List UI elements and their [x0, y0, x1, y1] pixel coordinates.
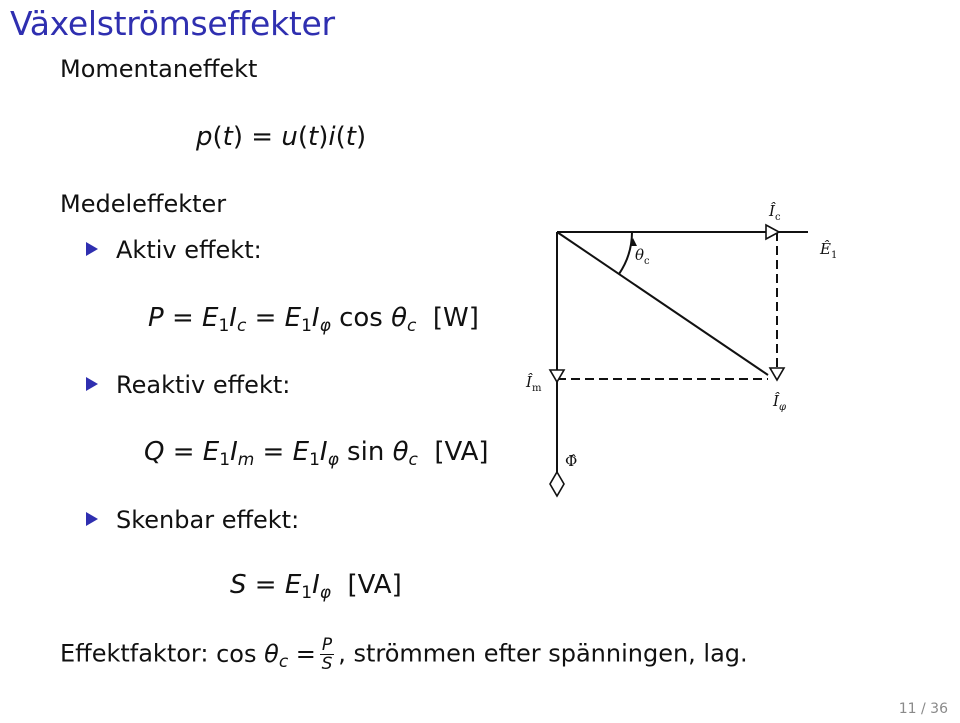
pf-fraction: $\frac{P}{S}$	[321, 635, 333, 674]
reaktiv-equation: $Q = E_1I_m = E_1I_\varphi$ $\sin \theta_c$ [VA]	[144, 437, 489, 470]
reaktiv-bullet	[86, 371, 290, 399]
aktiv-bullet	[86, 236, 262, 264]
medeleffekter-label: Medeleffekter	[60, 190, 227, 218]
label-theta: $\theta_c$	[635, 246, 650, 267]
bullet-triangle-icon	[86, 242, 98, 256]
reaktiv-unit: [VA]	[434, 437, 489, 467]
momentaneffekt-label: Momentaneffekt	[60, 55, 258, 83]
skenbar-bullet	[86, 506, 299, 534]
label-ic: $Î_c$	[769, 202, 781, 223]
aktiv-equation: $P = E_1I_c = E_1I_\varphi$ $\cos \theta_c$ [W]	[148, 303, 479, 336]
bullet-triangle-icon	[86, 512, 98, 526]
page-number: 11 / 36	[898, 701, 948, 717]
phi-arrowhead	[550, 472, 564, 496]
momentan-equation: p(t) = u(t)i(t)	[196, 122, 367, 152]
aktiv-unit: [W]	[432, 303, 479, 333]
bullet-triangle-icon	[86, 377, 98, 391]
skenbar-equation: $S = E_1I_\varphi$ [VA]	[230, 570, 402, 603]
skenbar-unit: [VA]	[347, 570, 402, 600]
effektfaktor-line: Effektfaktor: $\cos \theta_c$ = $\frac{P}{S}$ , strömmen efter spänningen, lag.	[60, 635, 748, 674]
phasor-diagram	[500, 190, 860, 510]
label-im: $Î_m$	[526, 373, 542, 394]
reaktiv-label: Reaktiv effekt:	[116, 371, 291, 399]
label-phi: Φ̂	[565, 452, 578, 470]
slide-title: Växelströmseffekter	[10, 4, 335, 43]
label-iphi: $Î_\varphi$	[773, 392, 786, 413]
i-phi-arrowhead	[770, 368, 784, 380]
i-m-arrowhead	[550, 370, 564, 382]
aktiv-label: Aktiv effekt:	[116, 236, 262, 264]
theta-arc	[619, 232, 632, 274]
i-phi-phasor	[557, 232, 768, 375]
label-e1: $Ê_1$	[820, 240, 838, 261]
skenbar-label: Skenbar effekt:	[116, 506, 300, 534]
